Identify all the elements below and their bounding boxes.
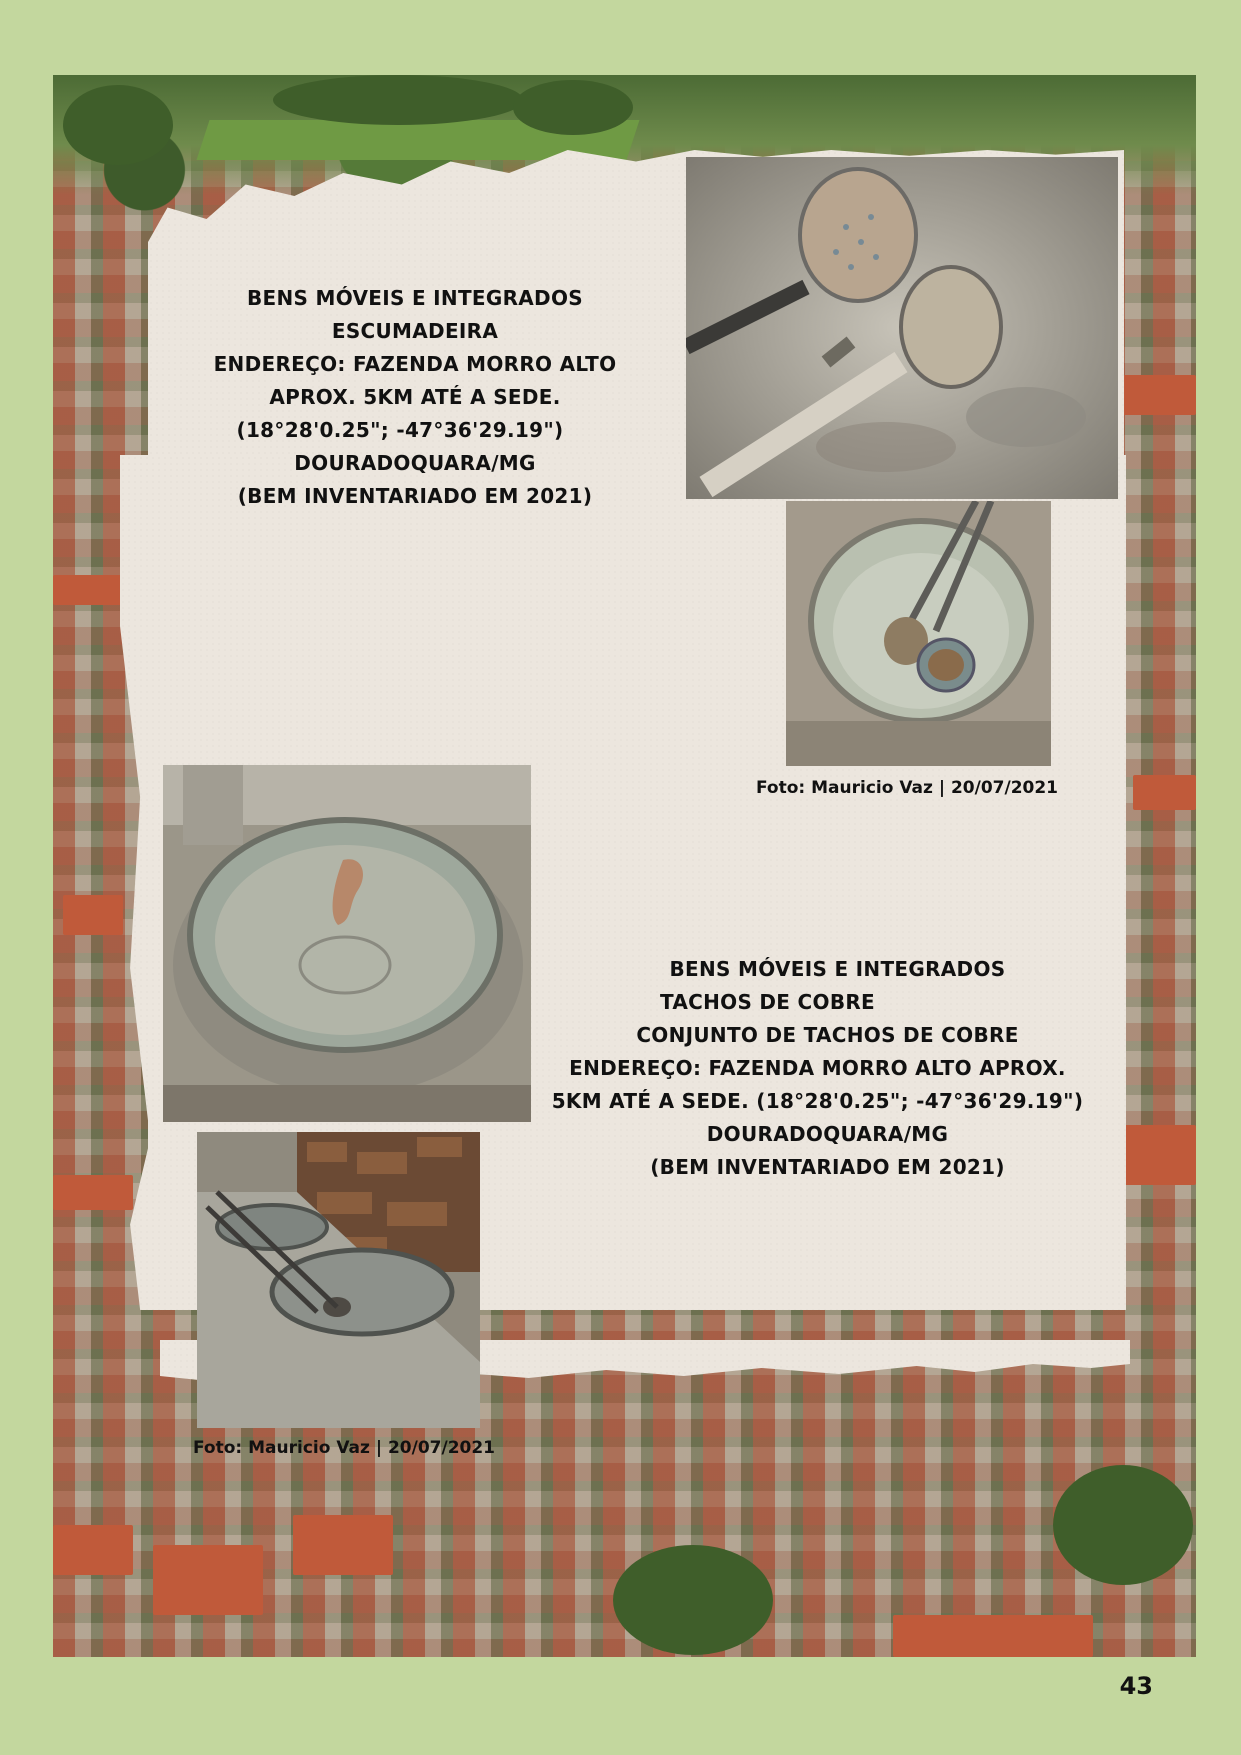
section1-distance: APROX. 5KM ATÉ A SEDE. bbox=[269, 385, 561, 409]
photo-stove-with-pans bbox=[197, 1132, 480, 1428]
photo-copper-pan bbox=[163, 765, 531, 1122]
section1-city: DOURADOQUARA/MG bbox=[294, 451, 536, 475]
section1-heading: BENS MÓVEIS E INTEGRADOS bbox=[247, 286, 583, 310]
section2-city: DOURADOQUARA/MG bbox=[706, 1122, 949, 1146]
section1-address: ENDEREÇO: FAZENDA MORRO ALTO bbox=[213, 352, 617, 376]
page-number: 43 bbox=[1119, 1672, 1153, 1700]
section2-category: TACHOS DE COBRE bbox=[659, 990, 876, 1014]
photo-skimmers bbox=[686, 157, 1118, 499]
section2-distance-coordinates: 5KM ATÉ A SEDE. (18°28'0.25"; -47°36'29.19") bbox=[551, 1089, 1084, 1113]
section2-item-name: CONJUNTO DE TACHOS DE COBRE bbox=[636, 1023, 1019, 1047]
section1-coordinates: (18°28'0.25"; -47°36'29.19") bbox=[236, 418, 564, 442]
section1-photo-caption: Foto: Mauricio Vaz | 20/07/2021 bbox=[756, 778, 1059, 798]
photo-pan-with-ladles bbox=[786, 501, 1051, 766]
section2-photo-caption: Foto: Mauricio Vaz | 20/07/2021 bbox=[193, 1438, 496, 1458]
section1-item-name: ESCUMADEIRA bbox=[331, 319, 499, 343]
section2-description bbox=[530, 953, 1105, 1184]
section2-inventory-note: (BEM INVENTARIADO EM 2021) bbox=[650, 1155, 1005, 1179]
section2-heading: BENS MÓVEIS E INTEGRADOS bbox=[669, 957, 1006, 981]
section1-description bbox=[175, 282, 655, 513]
section1-inventory-note: (BEM INVENTARIADO EM 2021) bbox=[237, 484, 593, 508]
section2-address: ENDEREÇO: FAZENDA MORRO ALTO APROX. bbox=[569, 1056, 1066, 1080]
